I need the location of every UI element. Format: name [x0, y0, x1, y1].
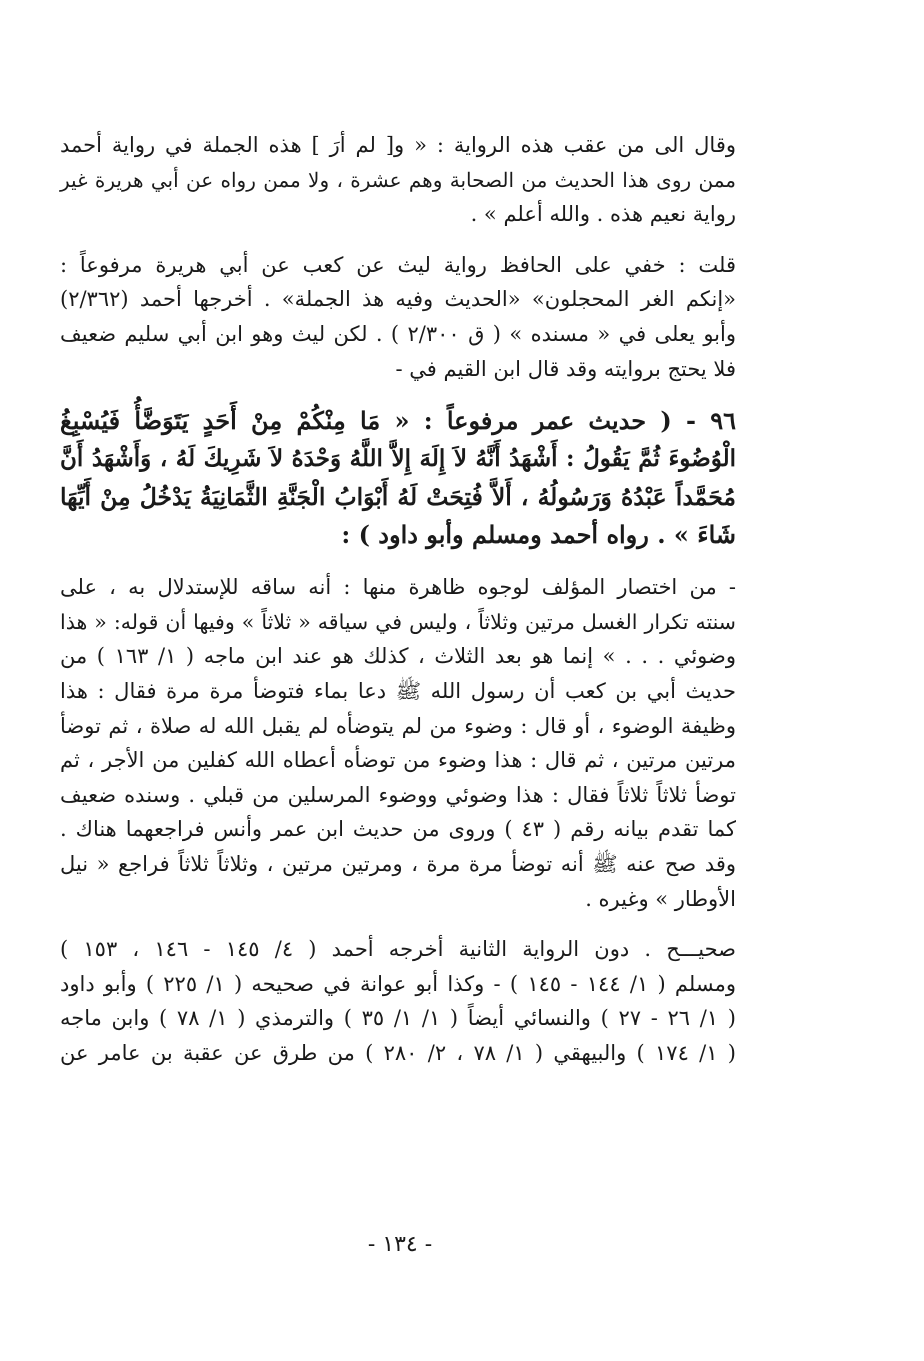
text-line: وأبو يعلى في « مسنده » ( ق ٢/٣٠٠ ) . لكن ليث وهو ابن أبي سليم ضعيف: [60, 321, 736, 346]
text-line: صحيـــح . دون الرواية الثانية أخرجه أحمد ( ٤/ ١٤٥ - ١٤٦ ، ١٥٣ ): [60, 937, 736, 962]
paragraph-2: [60, 248, 736, 386]
page-body: [60, 128, 736, 1070]
text-line: وظيفة الوضوء ، أو قال : وضوء من لم يتوضأه لم يقبل الله له صلاة ، ثم توضأ: [60, 713, 736, 738]
text-line: فلا يحتج بروايته وقد قال ابن القيم في -: [395, 356, 736, 381]
text-line: مُحَمَّداً عَبْدُهُ وَرَسُولُهُ ، أَلاَّ فُتِحَتْ لَهُ أَبْوَابُ الْجَنَّةِ الثَّمَانِيَةُ يَدْخُلُ مِنْ أَيِّهَا: [60, 483, 736, 512]
paragraph-4: [60, 570, 736, 916]
text-line: سنته تكرار الغسل مرتين وثلاثاً ، وليس في سياقه « ثلاثاً » وفيها أن قوله: « هذا: [60, 609, 736, 634]
text-line: ومسلم ( ١/ ١٤٤ - ١٤٥ ) - وكذا أبو عوانة في صحيحه ( ١/ ٢٢٥ ) وأبو داود: [60, 971, 736, 996]
text-line: ( ١/ ١٧٤ ) والبيهقي ( ١/ ٧٨ ، ٢/ ٢٨٠ ) من طرق عن عقبة بن عامر عن: [60, 1040, 736, 1065]
text-line: «إنكم الغر المحجلون» «الحديث وفيه هذ الجملة» . أخرجها أحمد (٢/٣٦٢): [60, 287, 736, 312]
text-line: وقد صح عنه ﷺ أنه توضأ مرة مرة ، ومرتين مرتين ، وثلاثاً ثلاثاً فراجع « نيل: [60, 851, 736, 876]
text-line: ٩٦ - ( حديث عمر مرفوعاً : « مَا مِنْكُمْ مِنْ أَحَدٍ يَتَوَضَّأُ فَيُسْبِغُ: [60, 406, 736, 436]
paragraph-1: [60, 128, 736, 232]
text-line: كما تقدم بيانه رقم ( ٤٣ ) وروى من حديث ابن عمر وأنس فراجعهما هناك .: [60, 817, 736, 842]
text-line: ( ١/ ٢٦ - ٢٧ ) والنسائي أيضاً ( ١/ ١/ ٣٥ ) والترمذي ( ١/ ٧٨ ) وابن ماجه: [60, 1006, 736, 1031]
text-line: الأوطار » وغيره .: [585, 886, 736, 911]
text-line: مرتين مرتين ، ثم قال : هذا وضوء من توضأه أعطاه الله كفلين من الأجر ، ثم: [60, 748, 736, 773]
text-line: شَاءَ » . رواه أحمد ومسلم وأبو داود ) :: [341, 520, 736, 550]
text-line: وضوئي . . . » إنما هو بعد الثلاث ، كذلك هو عند ابن ماجه ( ١/ ١٦٣ ) من: [60, 644, 736, 669]
paragraph-5: [60, 932, 736, 1070]
text-line: قلت : خفي على الحافظ رواية ليث عن كعب عن أبي هريرة مرفوعاً :: [60, 252, 736, 277]
page-number: - ١٣٤ -: [367, 1232, 433, 1257]
text-line: توضأ ثلاثاً ثلاثاً فقال : هذا وضوئي ووضوء المرسلين من قبلي . وسنده ضعيف: [60, 782, 736, 807]
text-line: الْوُضُوءَ ثُمَّ يَقُولُ : أَشْهَدُ أَنَّهُ لاَ إِلَهَ إِلاَّ اللَّهُ وَحْدَهُ لاَ شَرِيكَ لَهُ ، وَأَشْهَدُ أَنَّ: [60, 445, 736, 473]
text-line: ممن روى هذا الحديث من الصحابة وهم عشرة ، ولا ممن رواه عن أبي هريرة غير: [60, 167, 736, 192]
text-line: - من اختصار المؤلف لوجوه ظاهرة منها : أنه ساقه للإستدلال به ، على: [60, 575, 736, 600]
hadith-96-text: [60, 402, 736, 554]
text-line: وقال الى من عقب هذه الرواية : « و[ لم أرَ ] هذه الجملة في رواية أحمد: [60, 133, 736, 157]
text-line: حديث أبي بن كعب أن رسول الله ﷺ دعا بماء فتوضأ مرة مرة فقال : هذا: [60, 678, 736, 703]
text-line: رواية نعيم هذه . والله أعلم » .: [470, 202, 736, 227]
